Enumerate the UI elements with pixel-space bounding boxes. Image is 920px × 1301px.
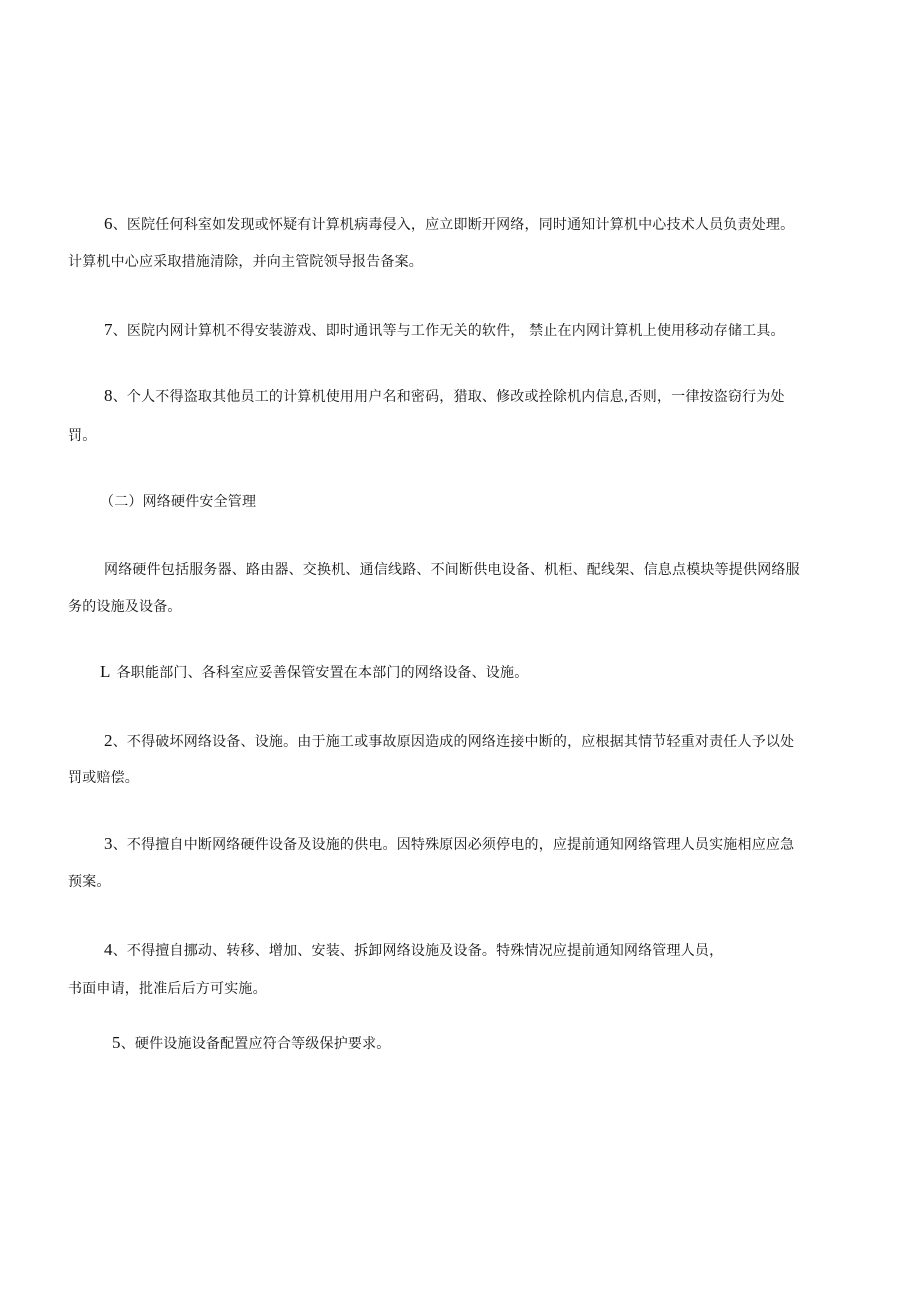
- hw-item-4-number: 4: [104, 940, 113, 959]
- hw-item-2-line-1: [104, 731, 794, 752]
- hw-item-1-number: L: [100, 662, 111, 681]
- hw-item-1-line-1: [100, 662, 528, 683]
- hw-item-4-text-1: 、不得擅自挪动、转移、增加、安装、拆卸网络设施及设备。特殊情况应提前通知网络管理人员，: [112, 943, 724, 959]
- item-7-text-1: 、医院内网计算机不得安装游戏、即时通讯等与工作无关的软件， 禁止在内网计算机上使用移动存储工具。: [112, 323, 785, 339]
- item-7-number: 7: [104, 320, 113, 339]
- intro-line-1: 网络硬件包括服务器、路由器、交换机、通信线路、不间断供电设备、机柜、配线架、信息点模块等提供网络服: [104, 562, 800, 578]
- hw-item-2-number: 2: [104, 731, 113, 750]
- hw-item-2-line-2: 罚或赔偿。: [68, 770, 139, 786]
- item-8-text-1: 、个人不得盗取其他员工的计算机使用用户名和密码，猎取、修改或拴除机内信息,否则，一律按盗窃行为处: [112, 389, 785, 405]
- section-heading: （二）网络硬件安全管理: [100, 494, 257, 510]
- item-6-line-2: 计算机中心应采取措施清除，并向主管院领导报告备案。: [68, 254, 423, 270]
- hw-item-5-line-1: [112, 1033, 391, 1054]
- hw-item-3-text-1: 、不得擅自中断网络硬件设备及设施的供电。因特殊原因必须停电的，应提前通知网络管理人员实施相应应急: [112, 837, 795, 853]
- item-6-text-1: 、医院任何科室如发现或怀疑有计算机病毒侵入，应立即断开网络，同时通知计算机中心技术人员负责处理。: [112, 217, 795, 233]
- hw-item-5-number: 5: [112, 1033, 121, 1052]
- hw-item-3-line-2: 预案。: [68, 874, 111, 890]
- item-8-number: 8: [104, 386, 113, 405]
- hw-item-1-text-1: 各职能部门、各科室应妥善保管安置在本部门的网络设备、设施。: [116, 665, 529, 681]
- hw-item-5-text-1: 、硬件设施设备配置应符合等级保护要求。: [120, 1036, 391, 1052]
- item-6-number: 6: [104, 214, 113, 233]
- item-8-line-2: 罚。: [68, 428, 97, 444]
- item-8-line-1: [104, 386, 785, 407]
- item-6-line-1: [104, 214, 794, 235]
- intro-line-2: 务的设施及设备。: [68, 599, 182, 615]
- hw-item-3-line-1: [104, 834, 794, 855]
- hw-item-4-line-1: [104, 940, 723, 961]
- item-7-line-1: [104, 320, 785, 341]
- hw-item-2-text-1: 、不得破坏网络设备、设施。由于施工或事故原因造成的网络连接中断的，应根据其情节轻重对责任人予以处: [112, 734, 795, 750]
- hw-item-4-line-2: 书面申请，批准后后方可实施。: [68, 981, 267, 997]
- hw-item-3-number: 3: [104, 834, 113, 853]
